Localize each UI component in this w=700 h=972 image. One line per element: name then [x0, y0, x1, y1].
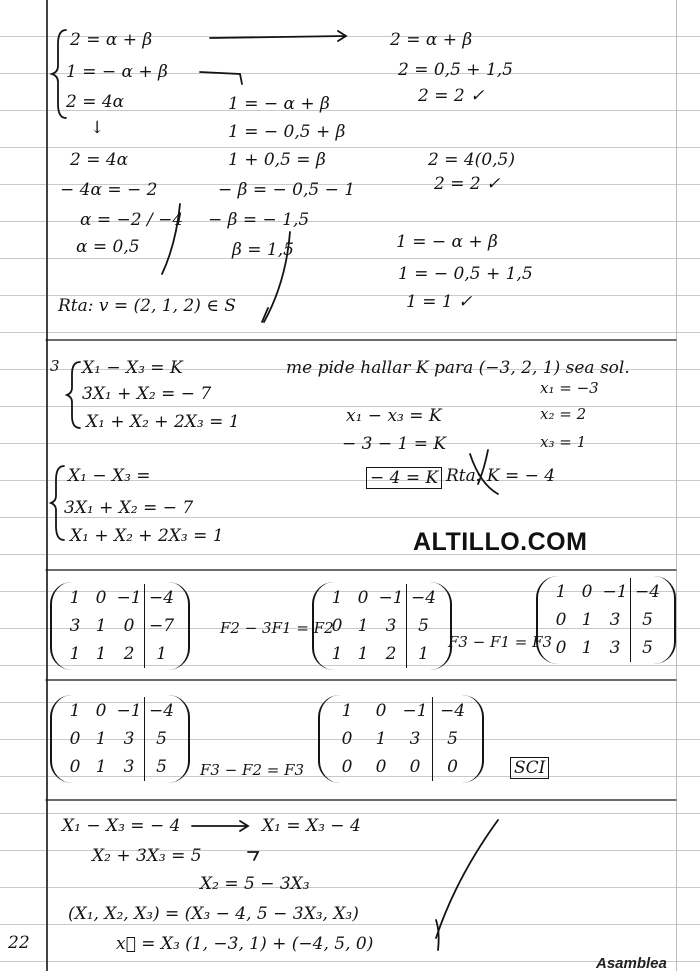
- matrix-cell: 0: [555, 610, 567, 630]
- matrix-cell: 0: [375, 757, 387, 777]
- system-eq-3: X₁ + X₂ + 2X₃ = 1: [86, 412, 240, 432]
- substitution-1: x₁ − x₃ = K: [346, 406, 442, 426]
- eq-mid-1: 1 = − α + β: [228, 94, 330, 114]
- matrix-cell: 1: [95, 616, 107, 636]
- matrix-cell: −1: [402, 701, 428, 721]
- eq-left-5: − 4α = − 2: [60, 180, 158, 200]
- matrix-cell: 1: [555, 582, 567, 602]
- matrix-cell: 5: [406, 612, 440, 640]
- matrix-cell: 0: [375, 701, 387, 721]
- eq-right-7: 1 = − 0,5 + 1,5: [398, 264, 533, 284]
- eq-mid-4: − β = − 0,5 − 1: [218, 180, 356, 200]
- matrix-cell: 3: [123, 729, 135, 749]
- system-eq-1: X₁ − X₃ = K: [82, 358, 183, 378]
- matrix-cell: 3: [609, 638, 621, 658]
- matrix-cell: −4: [406, 584, 440, 612]
- solution-1b: X₁ = X₃ − 4: [262, 816, 361, 836]
- solution-4: (X₁, X₂, X₃) = (X₃ − 4, 5 − 3X₃, X₃): [68, 904, 359, 924]
- matrix-cell: 3: [409, 729, 421, 749]
- matrix-cell: −1: [378, 588, 404, 608]
- eq-right-4: 2 = 4(0,5): [428, 150, 515, 170]
- eq-left-3: 2 = 4α: [66, 92, 125, 112]
- problem-number: 3: [50, 357, 60, 375]
- matrix-cell: −4: [630, 578, 664, 606]
- matrix-cell: 5: [144, 725, 178, 753]
- system2-eq-3: X₁ + X₂ + 2X₃ = 1: [70, 526, 224, 546]
- eq-right-1: 2 = α + β: [390, 30, 473, 50]
- matrix-cell: 5: [630, 606, 664, 634]
- matrix-cell: 1: [95, 757, 107, 777]
- row-op-1: F2 − 3F1 = F2: [220, 619, 334, 637]
- arrow-down: ↓: [90, 118, 105, 138]
- answer-1: Rta: v = (2, 1, 2) ∈ S: [58, 296, 236, 316]
- value-x1: x₁ = −3: [540, 379, 599, 397]
- matrix-4: [50, 695, 190, 783]
- eq-left-4: 2 = 4α: [70, 150, 129, 170]
- matrix-cell: 1: [69, 701, 81, 721]
- eq-right-5: 2 = 2 ✓: [434, 174, 501, 194]
- matrix-cell: −1: [602, 582, 628, 602]
- matrix-cell: 2: [123, 644, 135, 664]
- matrix-cell: 0: [409, 757, 421, 777]
- matrix-cell: −1: [116, 701, 142, 721]
- matrix-5: [318, 695, 484, 783]
- matrix-3: [536, 576, 676, 664]
- matrix-cell: 1: [69, 588, 81, 608]
- eq-mid-3: 1 + 0,5 = β: [228, 150, 326, 170]
- matrix-cell: 1: [69, 644, 81, 664]
- matrix-cell: 5: [432, 725, 472, 753]
- matrix-cell: 0: [341, 729, 353, 749]
- matrix-cell: 3: [385, 616, 397, 636]
- matrix-1: [50, 582, 190, 670]
- eq-mid-2: 1 = − 0,5 + β: [228, 122, 346, 142]
- matrix-cell: 1: [331, 644, 343, 664]
- row-op-3: F3 − F2 = F3: [200, 761, 305, 779]
- page-edge: [676, 0, 677, 971]
- eq-right-8: 1 = 1 ✓: [406, 292, 473, 312]
- substitution-2: − 3 − 1 = K: [342, 434, 447, 454]
- matrix-cell: 1: [341, 701, 353, 721]
- system2-eq-1: X₁ − X₃ =: [68, 466, 151, 486]
- matrix-cell: 3: [609, 610, 621, 630]
- matrix-cell: −4: [144, 584, 178, 612]
- matrix-cell: 0: [123, 616, 135, 636]
- matrix-cell: 1: [95, 644, 107, 664]
- k-result: − 4 = K: [366, 468, 442, 488]
- margin-line: [46, 0, 48, 971]
- matrix-cell: 0: [357, 588, 369, 608]
- eq-right-3: 2 = 2 ✓: [418, 86, 485, 106]
- solution-2: X₂ + 3X₃ = 5: [92, 846, 202, 866]
- matrix-cell: 3: [69, 616, 81, 636]
- matrix-cell: 2: [385, 644, 397, 664]
- sci-label: SCI: [510, 758, 549, 778]
- eq-left-6: α = −2 / −4: [80, 210, 184, 230]
- answer-2: Rta: K = − 4: [446, 466, 556, 486]
- matrix-cell: 1: [406, 640, 440, 668]
- matrix-cell: 1: [95, 729, 107, 749]
- matrix-cell: 5: [630, 634, 664, 662]
- eq-right-2: 2 = 0,5 + 1,5: [398, 60, 513, 80]
- solution-3: X₂ = 5 − 3X₃: [200, 874, 310, 894]
- matrix-cell: −7: [144, 612, 178, 640]
- page-number: 22: [8, 933, 30, 953]
- matrix-cell: 0: [95, 701, 107, 721]
- row-op-2: F3 − F1 = F3: [448, 633, 553, 651]
- solution-5: x⃗ = X₃ (1, −3, 1) + (−4, 5, 0): [116, 934, 374, 954]
- matrix-2: [312, 582, 452, 670]
- eq-left-1: 2 = α + β: [70, 30, 153, 50]
- matrix-cell: 0: [341, 757, 353, 777]
- matrix-cell: 0: [555, 638, 567, 658]
- matrix-cell: 1: [375, 729, 387, 749]
- solution-1: X₁ − X₃ = − 4: [62, 816, 181, 836]
- matrix-cell: 0: [432, 753, 472, 781]
- eq-right-6: 1 = − α + β: [396, 232, 498, 252]
- watermark: ALTILLO.COM: [413, 528, 588, 556]
- system-eq-2: 3X₁ + X₂ = − 7: [82, 384, 212, 404]
- matrix-cell: 1: [581, 638, 593, 658]
- eq-left-7: α = 0,5: [76, 237, 140, 257]
- system2-eq-2: 3X₁ + X₂ = − 7: [64, 498, 194, 518]
- problem-statement: me pide hallar K para (−3, 2, 1) sea sol.: [286, 358, 630, 378]
- matrix-cell: 5: [144, 753, 178, 781]
- matrix-cell: 1: [331, 588, 343, 608]
- matrix-cell: 0: [69, 757, 81, 777]
- eq-mid-6: β = 1,5: [232, 240, 294, 260]
- matrix-cell: 3: [123, 757, 135, 777]
- matrix-cell: −4: [432, 697, 472, 725]
- matrix-cell: 1: [144, 640, 178, 668]
- value-x3: x₃ = 1: [540, 433, 587, 451]
- matrix-cell: 0: [331, 616, 343, 636]
- matrix-cell: −1: [116, 588, 142, 608]
- matrix-cell: 1: [581, 610, 593, 630]
- matrix-cell: 0: [69, 729, 81, 749]
- matrix-cell: 0: [581, 582, 593, 602]
- matrix-cell: 1: [357, 616, 369, 636]
- matrix-cell: 0: [95, 588, 107, 608]
- footer-brand: Asamblea: [596, 955, 667, 972]
- eq-mid-5: − β = − 1,5: [208, 210, 310, 230]
- value-x2: x₂ = 2: [540, 405, 587, 423]
- matrix-cell: 1: [357, 644, 369, 664]
- matrix-cell: −4: [144, 697, 178, 725]
- eq-left-2: 1 = − α + β: [66, 62, 168, 82]
